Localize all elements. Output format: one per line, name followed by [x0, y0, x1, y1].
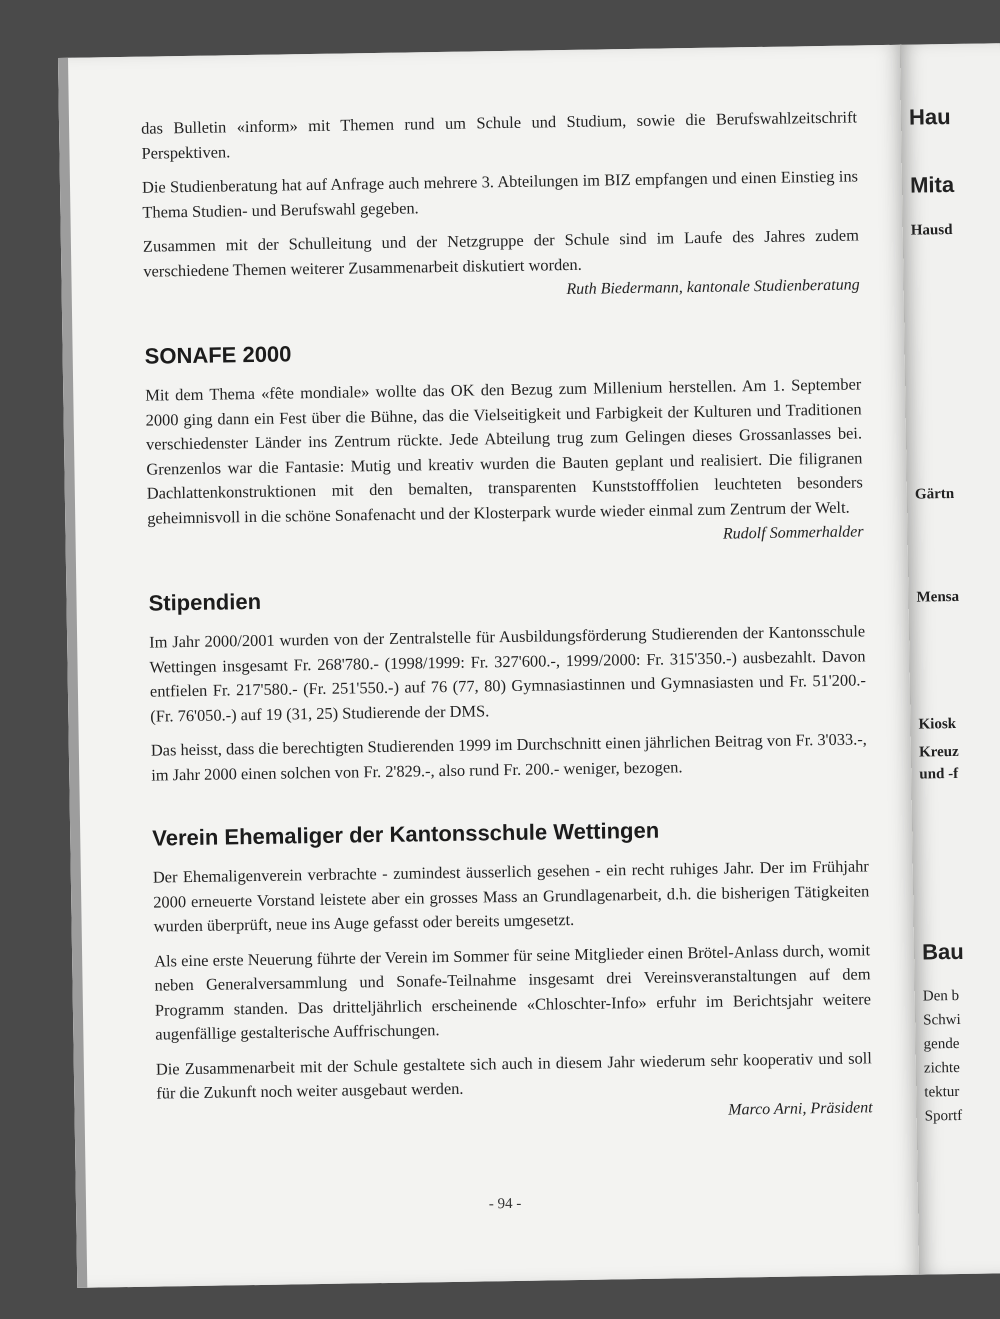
right-text-line-3: gende	[923, 1035, 960, 1053]
left-page	[58, 45, 925, 1288]
right-label-gaertner: Gärtn	[914, 485, 955, 503]
section-title-verein: Verein Ehemaliger der Kantonsschule Wettingen	[152, 817, 660, 851]
right-text-line-4: zichte	[923, 1059, 960, 1077]
section-title-sonafe: SONAFE 2000	[144, 341, 292, 369]
right-label-und: und -f	[919, 765, 959, 783]
right-heading-1: Hau	[908, 103, 951, 130]
right-heading-2: Mita	[909, 171, 955, 198]
right-label-kiosk: Kiosk	[918, 715, 957, 733]
right-heading-3: Bau	[921, 938, 964, 965]
right-text-line-2: Schwi	[923, 1011, 961, 1029]
right-text-line-1: Den b	[922, 987, 960, 1005]
right-label-kreuz: Kreuz	[918, 743, 959, 761]
sonafe-paragraph: Mit dem Thema «fête mondiale» wollte das OK den Bezug zum Millenium herstellen. Am 1. September 2000 ging dann ein Fest über die Bühne, das die Vielseitigkeit und Farbigkeit der Kulturen und Traditionen verschiedenster Länder ins Zentrum rückte. Jede Abteilung trug zum Gelingen dieses Grossanlasses bei. Grenzenlos war die Fantasie: Mutig und kreativ wurden die Bauten geplant und realisiert. Die filigranen Dachlattenkonstruktionen mit den bemalten, transparenten Kunststofffolien leuchteten besonders geheimnisvoll in die schöne Sonafenacht und der Klosterpark wurde wieder einmal zum Zentrum der Welt.	[145, 374, 863, 528]
right-text-line-5: tektur	[924, 1083, 960, 1101]
verein-signature: Marco Arni, Präsident	[728, 1098, 873, 1119]
section-title-stipendien: Stipendien	[148, 588, 262, 616]
stipendien-paragraph-2: Das heisst, dass die berechtigten Studierenden 1999 im Durchschnitt einen jährlichen Beitrag von Fr. 3'033.-, im Jahr 2000 einen solchen von Fr. 2'829.-, also rund Fr. 200.- weniger, bezogen.	[150, 729, 867, 785]
stipendien-paragraph-1: Im Jahr 2000/2001 wurden von der Zentralstelle für Ausbildungsförderung Studierenden der Kantonsschule Wettingen insgesamt Fr. 268'780.- (1998/1999: Fr. 327'600.-, 1999/2000: Fr. 315'350.-) ausbezahlt. Davon entfielen Fr. 217'580.- (Fr. 251'550.-) auf 76 (77, 80) Gymnasiastinnen und Gymnasiasten und Fr. 51'200.- (Fr. 76'050.-) auf 19 (31, 25) Studierende der DMS.	[149, 621, 867, 726]
verein-paragraph-2: Als eine erste Neuerung führte der Verein im Sommer für seine Mitglieder einen Brötel-Anlass durch, womit neben Generalversammlung und Sonafe-Teilnahme insgesamt drei Vereinsveranstaltungen auf dem Programm standen. Das dritteljährlich erscheinende «Chloschter-Info» erfuhr im Berichtsjahr weitere augenfällige gestalterische Auffrischungen.	[154, 939, 872, 1044]
sonafe-signature: Rudolf Sommerhalder	[722, 523, 864, 543]
right-label-mensa: Mensa	[916, 588, 960, 606]
intro-signature: Ruth Biedermann, kantonale Studienberatung	[566, 276, 860, 299]
right-label-hausdienst: Hausd	[910, 221, 953, 239]
verein-paragraph-1: Der Ehemaligenverein verbrachte - zumindest äusserlich gesehen - ein recht ruhiges Jahr. Der im Frühjahr 2000 erneuerte Vorstand leistete aber ein grosses Mass an Grundlagenarbeit, d.h. die bisherigen Tätigkeiten wurden überprüft, neue ins Auge gefasst oder bereits umgesetzt.	[152, 856, 870, 936]
page-number: - 94 -	[488, 1195, 522, 1213]
page-content	[141, 105, 873, 1166]
intro-paragraph-2: Die Studienberatung hat auf Anfrage auch mehrere 3. Abteilungen im BIZ empfangen und einen Einstieg ins Thema Studien- und Berufswahl gegeben.	[141, 166, 859, 222]
verein-paragraph-3: Die Zusammenarbeit mit der Schule gestaltete sich auch in diesem Jahr wiederum sehr kooperativ und soll für die Zukunft noch weiter ausgebaut werden.	[155, 1047, 872, 1103]
intro-paragraph-3: Zusammen mit der Schulleitung und der Netzgruppe der Schule sind im Laufe des Jahres zudem verschiedene Themen weiterer Zusammenarbeit diskutiert worden.	[142, 225, 860, 281]
right-text-line-6: Sportf	[924, 1107, 963, 1125]
book-spread	[58, 43, 1000, 1288]
intro-paragraph-1: das Bulletin «inform» mit Themen rund um Schule und Studium, sowie die Berufswahlzeitschrift Perspektiven.	[140, 107, 858, 163]
